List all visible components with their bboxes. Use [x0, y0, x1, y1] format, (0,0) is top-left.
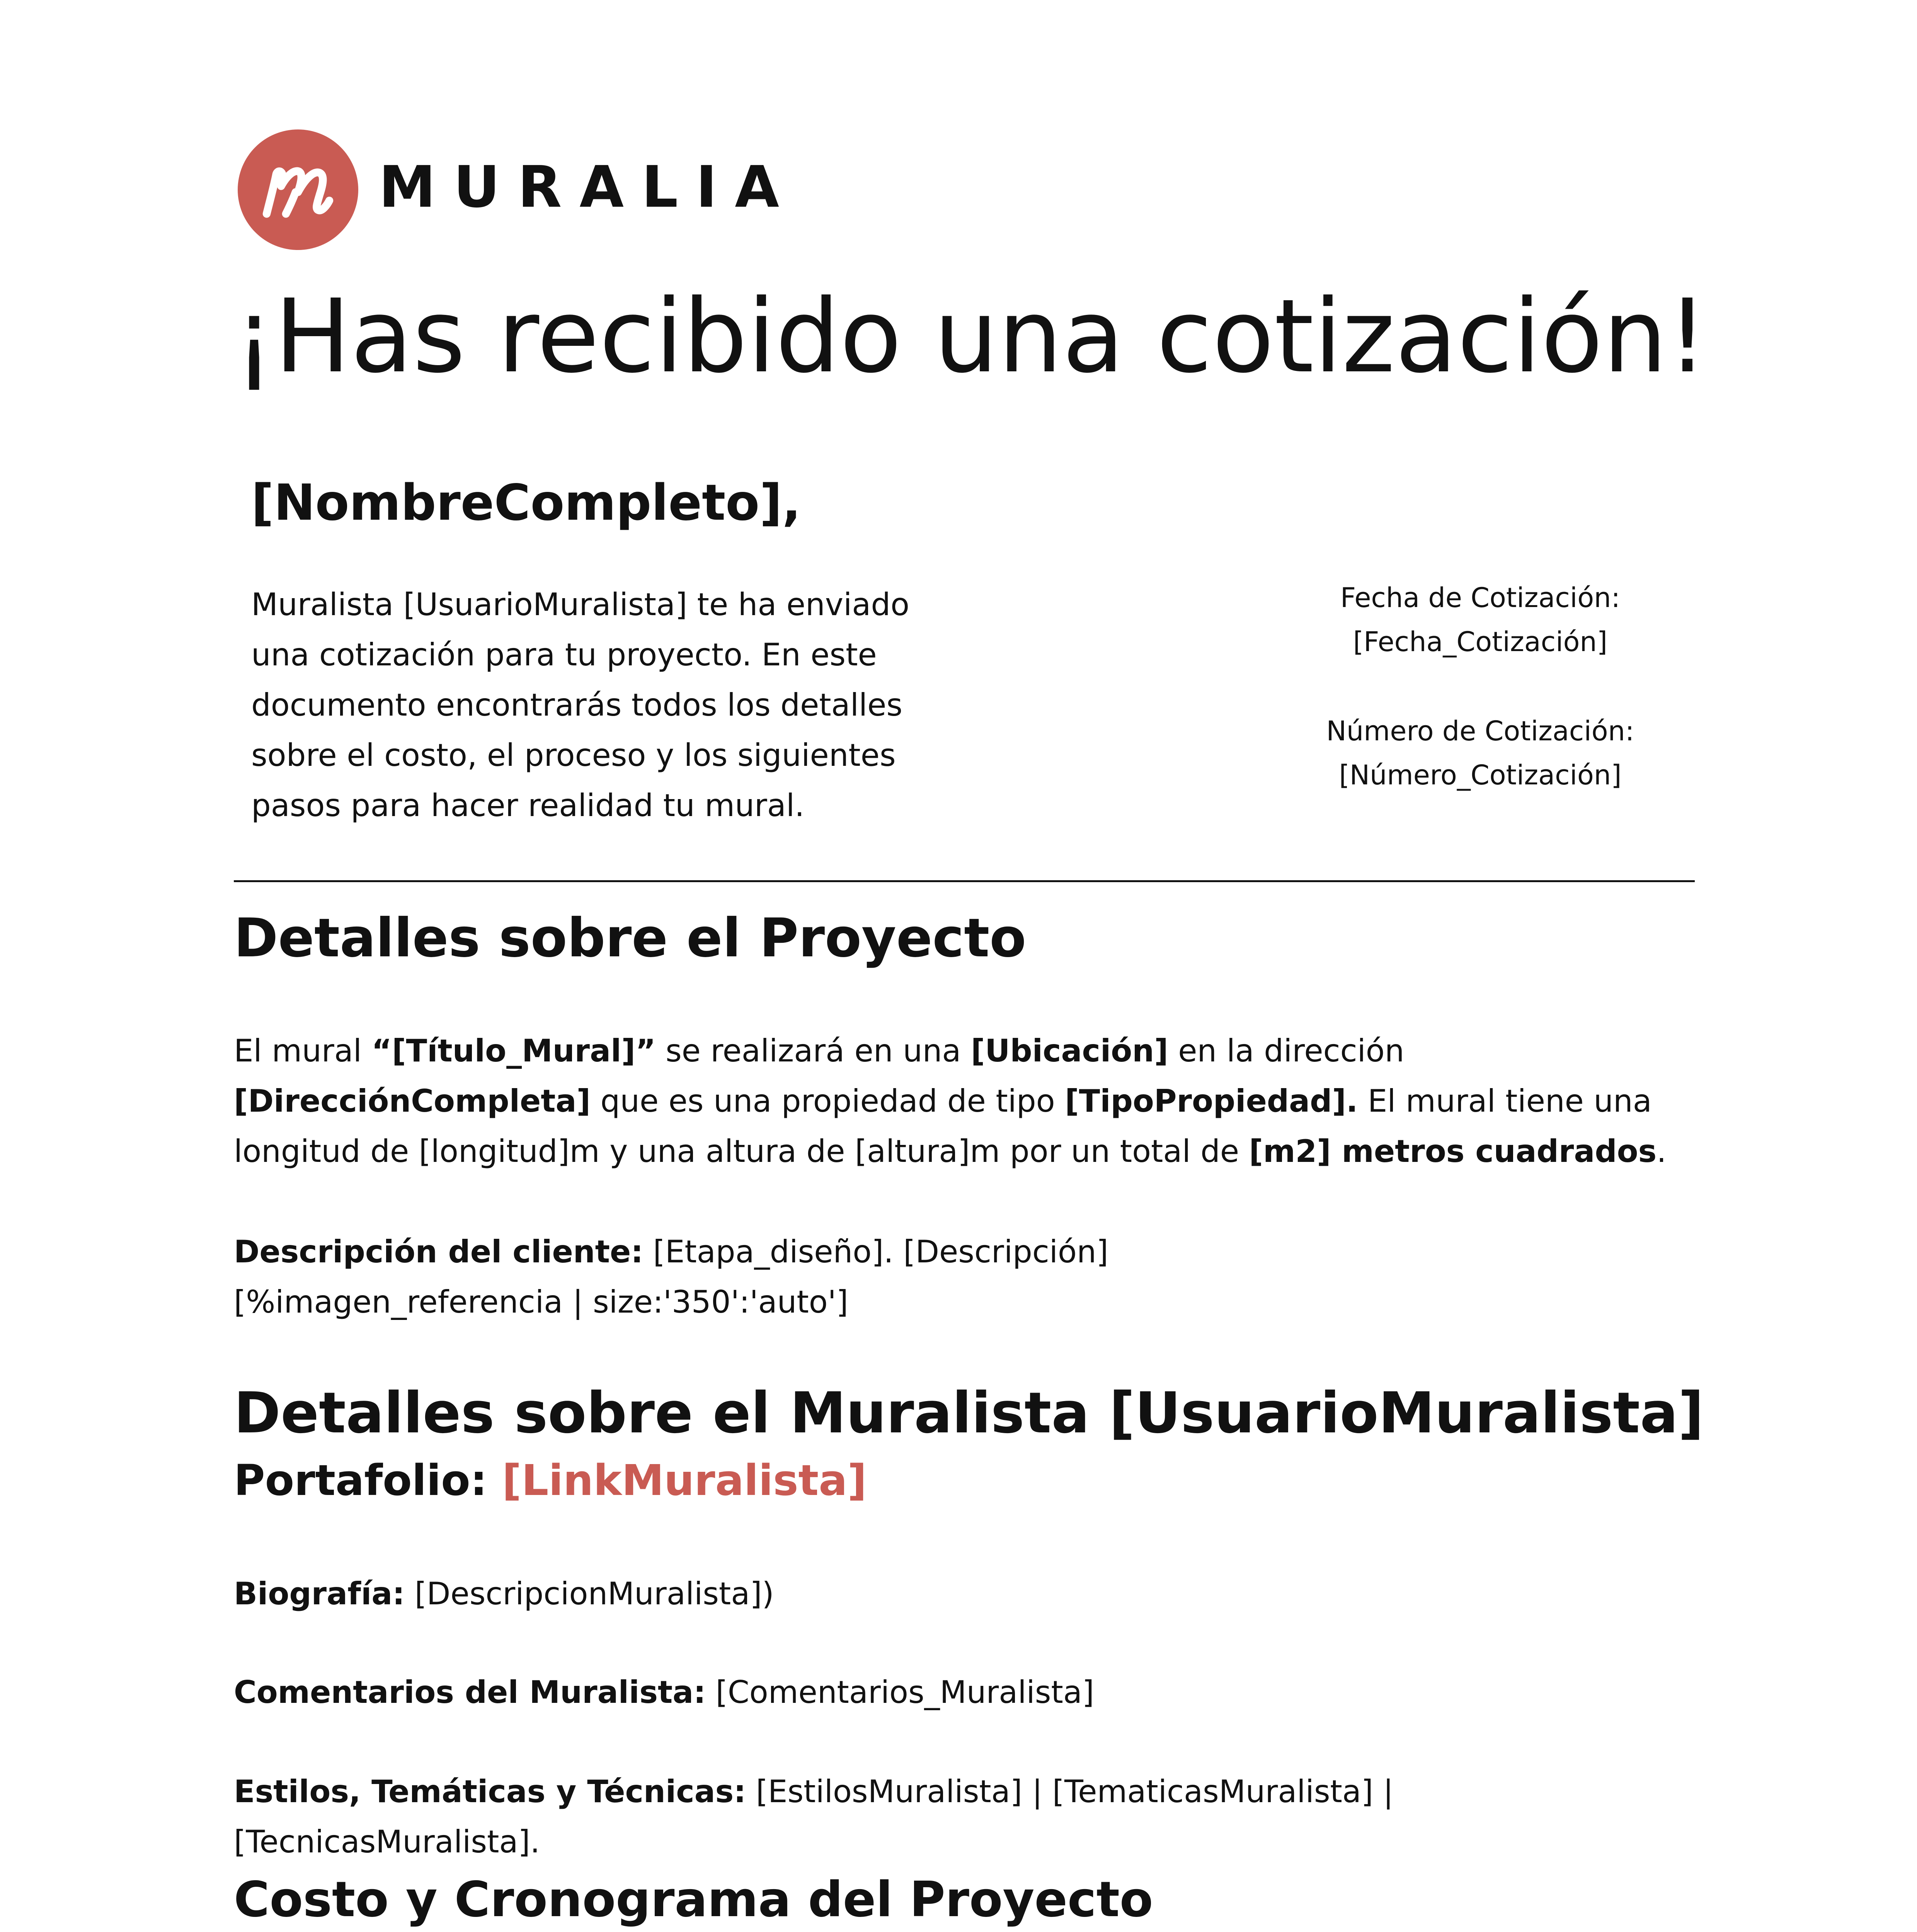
- quote-number-label: Número de Cotización:: [1326, 715, 1634, 747]
- muralia-m-logo-icon: [238, 129, 358, 250]
- cost-heading: Costo y Cronograma del Proyecto: [234, 1871, 1153, 1928]
- biography-value: [DescripcionMuralista]): [405, 1576, 774, 1612]
- mural-area: [m2] metros cuadrados: [1249, 1133, 1657, 1169]
- quote-date-value: [Fecha_Cotización]: [1353, 626, 1608, 658]
- portfolio-link[interactable]: [LinkMuralista]: [502, 1456, 867, 1505]
- text: que es una propiedad de tipo: [591, 1083, 1065, 1119]
- text: .: [1657, 1133, 1667, 1169]
- muralist-styles: [234, 1767, 1702, 1867]
- client-description-value: [Etapa_diseño]. [Descripción]: [643, 1234, 1108, 1270]
- image-reference-placeholder: [%imagen_referencia | size:'350':'auto']: [234, 1284, 848, 1320]
- client-name-greeting: [NombreCompleto],: [251, 474, 801, 532]
- mural-address: [DirecciónCompleta]: [234, 1083, 591, 1119]
- portfolio-label: Portafolio:: [234, 1456, 502, 1505]
- text: El mural tiene una longitud de [longitud]m y una altura de [altura]m por un total de: [234, 1083, 1652, 1169]
- comments-label: Comentarios del Muralista:: [234, 1674, 706, 1710]
- quote-date-label: Fecha de Cotización:: [1340, 582, 1621, 614]
- muralist-heading: Detalles sobre el Muralista [UsuarioMuralista]: [234, 1380, 1704, 1446]
- muralist-comments: [234, 1667, 1702, 1718]
- biography-label: Biografía:: [234, 1576, 405, 1612]
- comments-value: [Comentarios_Muralista]: [706, 1674, 1095, 1710]
- intro-paragraph: Muralista [UsuarioMuralista] te ha enviado una cotización para tu proyecto. En este documento encontrarás todos los detalles sobre el costo, el proceso y los siguientes pasos para hacer realidad tu mural.: [251, 587, 910, 823]
- styles-value: [EstilosMuralista] | [TematicasMuralista] | [TecnicasMuralista].: [234, 1774, 1394, 1860]
- portfolio: [234, 1455, 867, 1506]
- client-description-label: Descripción del cliente:: [234, 1234, 644, 1270]
- text: se realizará en una: [655, 1033, 971, 1069]
- project-description: [234, 1026, 1702, 1177]
- styles-label: Estilos, Temáticas y Técnicas:: [234, 1774, 746, 1810]
- client-description: [234, 1227, 1702, 1327]
- divider: [234, 880, 1695, 882]
- property-type: [TipoPropiedad].: [1065, 1083, 1358, 1119]
- text: El mural: [234, 1033, 372, 1069]
- mural-title: “[Título_Mural]”: [371, 1033, 656, 1069]
- brand-name: MURALIA: [379, 154, 797, 220]
- mural-location: [Ubicación]: [970, 1033, 1168, 1069]
- quote-date: [1248, 576, 1712, 664]
- biography: [234, 1569, 1702, 1619]
- quote-number: [1248, 709, 1712, 797]
- quote-number-value: [Número_Cotización]: [1339, 759, 1622, 791]
- page-title: ¡Has recibido una cotización!: [234, 277, 1708, 395]
- project-details-heading: Detalles sobre el Proyecto: [234, 907, 1027, 969]
- text: en la dirección: [1168, 1033, 1405, 1069]
